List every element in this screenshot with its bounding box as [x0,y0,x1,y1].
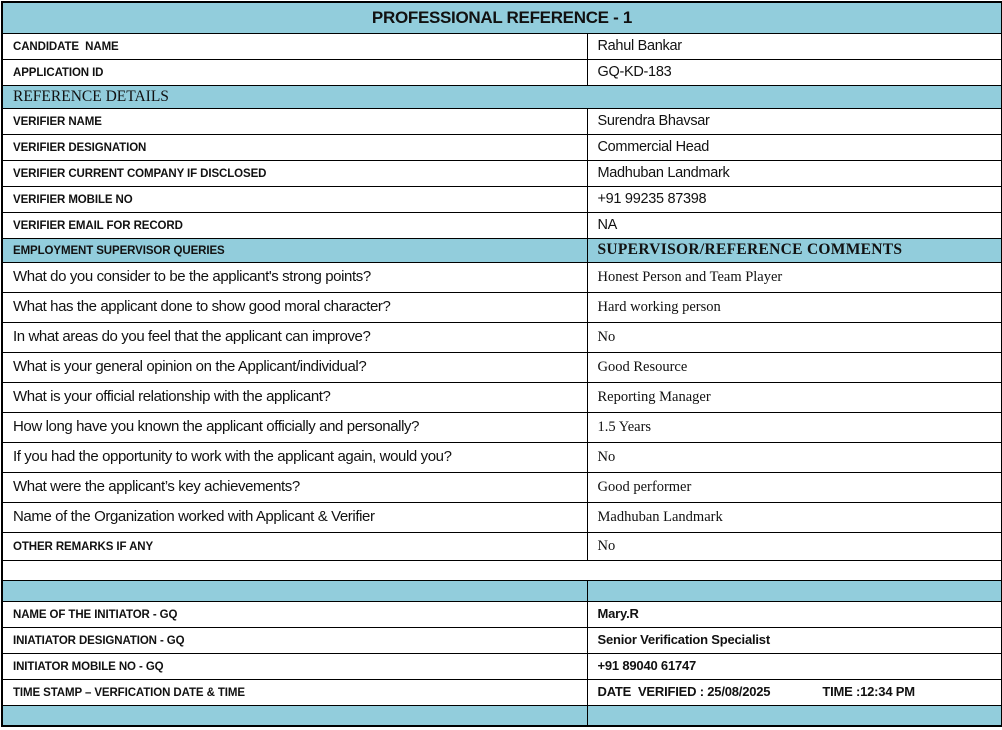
answer-text: 1.5 Years [597,419,652,435]
queries-header-left: EMPLOYMENT SUPERVISOR QUERIES [13,245,225,257]
question-cell [2,382,587,412]
title-cell [2,2,1002,33]
initiator-name-value: Mary.R [597,606,639,621]
table-row [2,33,1002,59]
table-row [2,627,1002,653]
table-row [2,442,1002,472]
candidate-name-label-cell [2,33,587,59]
other-remarks-label: OTHER REMARKS IF ANY [13,541,154,553]
question-text: What is your general opinion on the Applicant/individual? [13,358,367,375]
verifier-designation-label-cell [2,134,587,160]
initiator-designation-value: Senior Verification Specialist [597,632,770,647]
answer-text: No [597,449,616,465]
other-remarks-row [2,532,1002,560]
other-remarks-value: No [597,538,616,554]
verifier-mobile-value: +91 99235 87398 [597,191,707,207]
table-row [2,262,1002,292]
table-row [2,352,1002,382]
blue-spacer-cell [2,705,587,726]
timestamp-label-cell [2,679,587,705]
queries-header-left-cell [2,238,587,262]
verifier-designation-label: VERIFIER DESIGNATION [13,142,147,154]
page-title: PROFESSIONAL REFERENCE - 1 [371,7,633,27]
initiator-name-label: NAME OF THE INITIATOR - GQ [13,609,178,621]
reference-details-header-row [2,85,1002,108]
verifier-email-label-cell [2,212,587,238]
verifier-email-value: NA [597,217,618,233]
verifier-mobile-value-cell [587,186,1002,212]
verifier-mobile-label: VERIFIER MOBILE NO [13,194,133,206]
queries-header-right-cell [587,238,1002,262]
reference-details-header: REFERENCE DETAILS [13,87,169,105]
candidate-name-value: Rahul Bankar [597,38,682,54]
question-cell [2,352,587,382]
empty-row [2,560,1002,580]
timestamp-label: TIME STAMP – VERFICATION DATE & TIME [13,687,245,699]
table-row [2,212,1002,238]
blue-spacer-cell [2,580,587,601]
question-text: In what areas do you feel that the applicant can improve? [13,328,371,345]
table-row [2,186,1002,212]
question-cell [2,292,587,322]
initiator-designation-label-cell [2,627,587,653]
verifier-email-value-cell [587,212,1002,238]
table-row [2,601,1002,627]
queries-header-row [2,238,1002,262]
question-text: How long have you known the applicant officially and personally? [13,418,420,435]
table-row [2,108,1002,134]
verifier-company-label: VERIFIER CURRENT COMPANY IF DISCLOSED [13,168,267,180]
verifier-name-value: Surendra Bhavsar [597,113,710,129]
question-text: What is your official relationship with the applicant? [13,388,331,405]
blue-spacer-row [2,705,1002,726]
reference-details-header-cell [2,85,1002,108]
verifier-name-value-cell [587,108,1002,134]
application-id-value-cell [587,59,1002,85]
verifier-designation-value-cell [587,134,1002,160]
verifier-company-value: Madhuban Landmark [597,165,730,181]
table-row [2,653,1002,679]
question-cell [2,442,587,472]
table-row [2,292,1002,322]
question-cell [2,262,587,292]
question-cell [2,322,587,352]
table-row [2,322,1002,352]
empty-cell [2,560,1002,580]
table-row [2,134,1002,160]
answer-cell [587,292,1002,322]
initiator-mobile-label: INITIATOR MOBILE NO - GQ [13,661,164,673]
timestamp-row [2,679,1002,705]
candidate-name-value-cell [587,33,1002,59]
answer-cell [587,382,1002,412]
verifier-company-value-cell [587,160,1002,186]
application-id-label: APPLICATION ID [13,67,104,79]
initiator-mobile-value-cell [587,653,1002,679]
question-text: Name of the Organization worked with Applicant & Verifier [13,508,375,525]
initiator-designation-value-cell [587,627,1002,653]
answer-cell [587,442,1002,472]
initiator-name-value-cell [587,601,1002,627]
application-id-value: GQ-KD-183 [597,64,672,80]
answer-text: Honest Person and Team Player [597,269,783,285]
title-row [2,2,1002,33]
application-id-label-cell [2,59,587,85]
table-row [2,160,1002,186]
verifier-email-label: VERIFIER EMAIL FOR RECORD [13,220,183,232]
blue-spacer-cell [587,705,1002,726]
answer-text: No [597,329,616,345]
verifier-mobile-label-cell [2,186,587,212]
question-text: What do you consider to be the applicant's strong points? [13,268,371,285]
question-text: If you had the opportunity to work with the applicant again, would you? [13,448,452,465]
other-remarks-label-cell [2,532,587,560]
timestamp-time-value: TIME :12:34 PM [822,684,915,699]
initiator-name-label-cell [2,601,587,627]
answer-cell [587,262,1002,292]
table-row [2,59,1002,85]
answer-text: Reporting Manager [597,389,711,405]
answer-text: Hard working person [597,299,721,315]
answer-text: Madhuban Landmark [597,509,723,525]
answer-cell [587,472,1002,502]
question-cell [2,502,587,532]
answer-cell [587,502,1002,532]
initiator-designation-label: INIATIATOR DESIGNATION - GQ [13,635,185,647]
verifier-name-label-cell [2,108,587,134]
blue-spacer-cell [587,580,1002,601]
question-text: What has the applicant done to show good moral character? [13,298,391,315]
professional-reference-table [1,1,1002,727]
question-cell [2,472,587,502]
answer-cell [587,352,1002,382]
candidate-name-label: CANDIDATE NAME [13,41,119,53]
answer-cell [587,412,1002,442]
other-remarks-value-cell [587,532,1002,560]
verifier-company-label-cell [2,160,587,186]
question-cell [2,412,587,442]
timestamp-date-value: DATE VERIFIED : 25/08/2025 [597,684,771,699]
table-row [2,502,1002,532]
answer-text: Good Resource [597,359,688,375]
verifier-name-label: VERIFIER NAME [13,116,102,128]
blue-spacer-row [2,580,1002,601]
initiator-mobile-label-cell [2,653,587,679]
answer-cell [587,322,1002,352]
initiator-mobile-value: +91 89040 61747 [597,658,697,673]
timestamp-value-cell [587,679,1002,705]
table-row [2,382,1002,412]
answer-text: Good performer [597,479,692,495]
question-text: What were the applicant’s key achievements? [13,478,300,495]
verifier-designation-value: Commercial Head [597,139,710,155]
table-row [2,472,1002,502]
queries-header-right: SUPERVISOR/REFERENCE COMMENTS [597,241,903,258]
table-row [2,412,1002,442]
